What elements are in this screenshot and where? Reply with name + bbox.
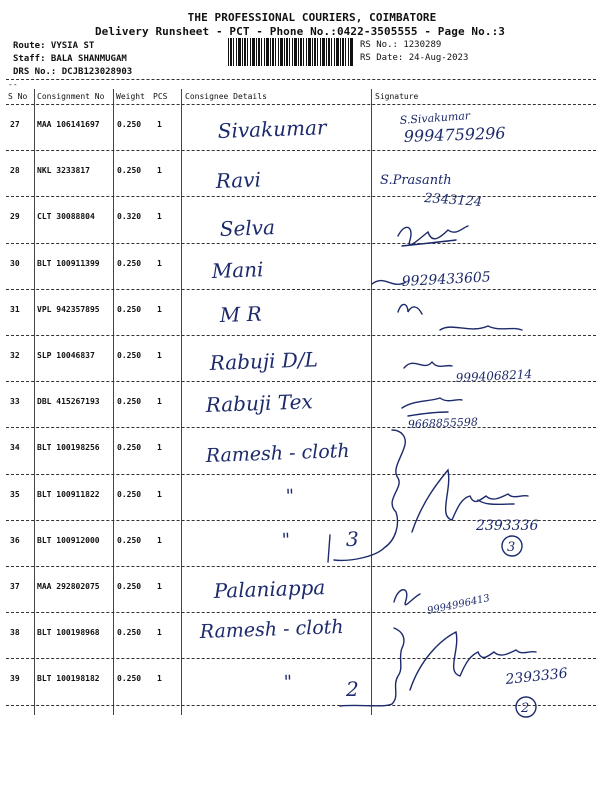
handwritten-group-count: 2: [521, 701, 530, 716]
row-sno: 37: [10, 582, 20, 591]
signature-33: [402, 398, 462, 416]
signature-37: [394, 590, 420, 605]
handwritten-consignee: Rabuji D/L: [209, 347, 319, 375]
row-divider: [6, 520, 596, 521]
row-weight: 0.250: [117, 351, 142, 360]
row-consignment-no: NKL 3233817: [37, 166, 90, 176]
signature-group-1-underline: [478, 500, 514, 504]
row-divider: [6, 705, 596, 706]
row-weight: 0.250: [117, 166, 142, 176]
handwritten-consignee: Ravi: [215, 167, 262, 193]
row-pcs: 1: [157, 397, 162, 407]
row-weight: 0.250: [117, 674, 142, 684]
handwritten-consignee: Selva: [219, 215, 276, 241]
row-weight: 0.250: [117, 628, 142, 638]
handwritten-phone: 9668855598: [407, 415, 479, 431]
row-pcs: 1: [157, 582, 162, 591]
row-divider: [6, 381, 596, 382]
company-title: THE PROFESSIONAL COURIERS, COIMBATORE: [187, 11, 437, 24]
row-pcs: 1: [157, 258, 162, 268]
row-sno: 32: [10, 351, 20, 360]
handwritten-consignee: Ramesh - cloth: [205, 439, 350, 467]
handwritten-consignee: ": [285, 485, 295, 507]
rs-date: RS Date: 24-Aug-2023: [360, 53, 469, 63]
row-weight: 0.250: [117, 397, 142, 407]
row-consignment-no: CLT 30088804: [37, 212, 95, 222]
row-consignment-no: SLP 10046837: [37, 351, 95, 360]
row-consignment-no: BLT 100911822: [37, 489, 100, 499]
handwritten-consignee: Rabuji Tex: [205, 389, 314, 417]
handwritten-group-count: 3: [346, 527, 359, 551]
col-pcs: PCS: [153, 92, 168, 101]
row-sno: 34: [10, 443, 20, 453]
drs-number: DRS No.: DCJB123028903: [13, 67, 133, 77]
row-sno: 27: [10, 120, 20, 129]
handwritten-signature: S.Prasanth: [380, 173, 452, 188]
handwritten-group-count: 2: [346, 677, 359, 701]
row-divider: [6, 658, 596, 659]
col-consignment: Consignment No: [37, 92, 105, 101]
handwritten-consignee: ": [283, 671, 293, 693]
handwritten-group-count: 3: [507, 540, 516, 555]
row-pcs: 1: [157, 674, 162, 684]
group-bracket-1: [334, 430, 405, 560]
dash-mark: --: [8, 80, 18, 89]
barcode: [228, 38, 354, 66]
row-weight: 0.250: [117, 489, 142, 499]
rs-number: RS No.: 1230289: [360, 40, 442, 50]
signature-group-1: [412, 470, 528, 532]
row-sno: 33: [10, 397, 20, 407]
row-pcs: 1: [157, 166, 162, 176]
staff-label: Staff: BALA SHANMUGAM: [13, 54, 127, 64]
signature-32: [404, 362, 452, 368]
col-divider: [113, 89, 114, 715]
handwritten-phone: 9994996413: [426, 592, 491, 617]
row-weight: 0.250: [117, 258, 142, 268]
row-divider: [6, 474, 596, 475]
row-pcs: 1: [157, 535, 162, 545]
row-consignment-no: BLT 100911399: [37, 258, 100, 268]
group-2-count-circle: [516, 697, 536, 717]
handwritten-phone: 9994759296: [403, 123, 506, 146]
row-weight: 0.250: [117, 443, 142, 453]
row-divider: [6, 612, 596, 613]
col-sno: S No: [8, 92, 28, 101]
group-bracket-1-tick: [328, 535, 330, 562]
row-sno: 30: [10, 258, 20, 268]
row-pcs: 1: [157, 351, 162, 360]
col-consignee: Consignee Details: [185, 92, 267, 101]
row-weight: 0.250: [117, 304, 142, 314]
row-sno: 36: [10, 535, 20, 545]
row-sno: 29: [10, 212, 20, 222]
col-divider: [371, 89, 372, 715]
group-1-count-circle: [502, 536, 522, 556]
row-consignment-no: BLT 100198256: [37, 443, 100, 453]
handwritten-consignee: Sivakumar: [217, 115, 327, 143]
signature-31: [398, 304, 522, 330]
row-consignment-no: BLT 100912000: [37, 535, 100, 545]
signature-30: [372, 281, 406, 285]
row-sno: 38: [10, 628, 20, 638]
runsheet-subtitle: Delivery Runsheet - PCT - Phone No.:0422-3505555 - Page No.:3: [94, 25, 506, 38]
row-pcs: 1: [157, 304, 162, 314]
handwritten-group-phone: 2393336: [504, 665, 569, 688]
row-sno: 35: [10, 489, 20, 499]
row-pcs: 1: [157, 120, 162, 129]
row-consignment-no: MAA 106141697: [37, 120, 100, 129]
row-consignment-no: BLT 100198968: [37, 628, 100, 638]
column-header-divider: [6, 104, 596, 105]
row-pcs: 1: [157, 628, 162, 638]
row-weight: 0.250: [117, 582, 142, 591]
col-divider: [34, 89, 35, 715]
row-weight: 0.250: [117, 535, 142, 545]
col-signature: Signature: [375, 92, 419, 101]
route-label: Route: VYSIA ST: [13, 41, 95, 51]
handwritten-phone: 9929433605: [401, 269, 492, 290]
handwritten-consignee: ": [281, 529, 291, 551]
header-divider: [6, 79, 596, 80]
handwritten-group-phone: 2393336: [476, 518, 539, 534]
signature-group-2: [410, 632, 536, 690]
col-weight: Weight: [116, 92, 145, 101]
handwritten-consignee: M R: [219, 301, 263, 327]
row-consignment-no: BLT 100198182: [37, 674, 100, 684]
row-consignment-no: DBL 415267193: [37, 397, 100, 407]
row-weight: 0.250: [117, 120, 142, 129]
handwritten-consignee: Mani: [211, 257, 264, 283]
row-divider: [6, 335, 596, 336]
row-divider: [6, 243, 596, 244]
handwritten-consignee: Ramesh - cloth: [199, 615, 344, 643]
row-sno: 39: [10, 674, 20, 684]
row-divider: [6, 566, 596, 567]
row-weight: 0.320: [117, 212, 142, 222]
row-divider: [6, 150, 596, 151]
row-divider: [6, 196, 596, 197]
handwritten-signature: S.Sivakumar: [399, 109, 471, 127]
row-pcs: 1: [157, 443, 162, 453]
col-divider: [181, 89, 182, 715]
handwritten-phone: 9994068214: [455, 367, 533, 385]
row-divider: [6, 427, 596, 428]
row-consignment-no: MAA 292802075: [37, 582, 100, 591]
row-pcs: 1: [157, 212, 162, 222]
row-divider: [6, 289, 596, 290]
row-consignment-no: VPL 942357895: [37, 304, 100, 314]
handwritten-consignee: Palaniappa: [213, 575, 326, 603]
row-sno: 31: [10, 304, 20, 314]
handwritten-phone: 2343124: [423, 191, 483, 211]
row-sno: 28: [10, 166, 20, 176]
row-pcs: 1: [157, 489, 162, 499]
